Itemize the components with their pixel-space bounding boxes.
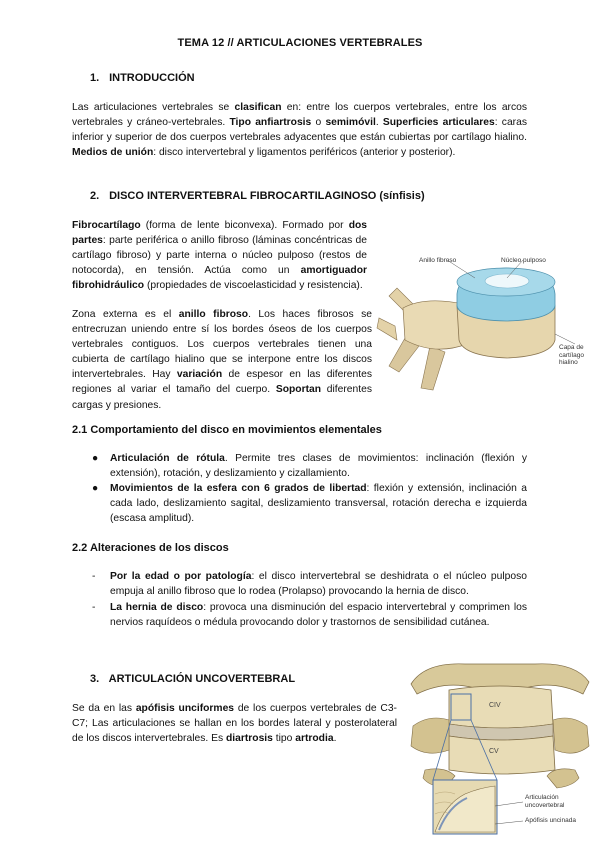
section-2-paragraph-1-text xyxy=(72,220,367,291)
bold-term: Tipo anfiartrosis xyxy=(229,117,312,129)
bold-term: Movimientos de la esfera con 6 grados de libertad xyxy=(110,483,367,495)
text-run: : flexión y extensión, inclinación a cada lado, deslizamiento sagital, deslizamiento transversal, rotación derecha e izquierda (escasa amplitud). xyxy=(110,483,527,525)
section-1-title: INTRODUCCIÓN xyxy=(109,72,195,84)
bold-term: Fibrocartílago xyxy=(72,220,141,231)
bold-term: Medios de unión xyxy=(72,147,154,159)
list-item-text xyxy=(110,571,527,597)
bold-term: clasifican xyxy=(234,102,282,113)
text-run: diferentes cargas y presiones. xyxy=(72,384,372,411)
text-run: : disco intervertebral y ligamentos periféricos (anterior y posterior). xyxy=(153,147,456,159)
list-item-text xyxy=(110,453,527,479)
text-run: . xyxy=(333,733,337,745)
section-2-2-heading: 2.2 Alteraciones de los discos xyxy=(72,542,229,554)
label-apofisis-uncinada: Apófisis uncinada xyxy=(525,817,576,824)
dash-marker: - xyxy=(92,571,96,582)
section-3-heading xyxy=(90,673,295,685)
text-run: : parte periférica o anillo fibroso (láminas concéntricas de cartílago fibroso) y parte interna o núcleo pulposo (restos de notocorda), en tensión. Actúa como un xyxy=(72,235,367,277)
uncovertebral-figure xyxy=(405,654,595,838)
label-capa-line-3: hialino xyxy=(559,359,578,366)
section-3-title: ARTICULACIÓN UNCOVERTEBRAL xyxy=(108,673,296,685)
section-2-heading xyxy=(90,190,425,202)
text-run: Las articulaciones vertebrales se xyxy=(72,102,235,113)
text-run: . xyxy=(375,117,383,129)
section-1-heading xyxy=(90,72,195,84)
text-run: en: entre los cuerpos vertebrales, entre los arcos vertebrales y cráneo-vertebrales. xyxy=(72,102,527,129)
text-run: : caras inferior y superior de dos cuerpos vertebrales adyacentes que están cubiertas por cartílago hialino. xyxy=(72,117,527,144)
section-2-1-heading: 2.1 Comportamiento del disco en movimientos elementales xyxy=(72,424,382,436)
text-run: Se da en las xyxy=(72,703,136,714)
bold-term: diartrosis xyxy=(225,733,273,745)
section-2-paragraph-2 xyxy=(72,307,372,413)
bold-term: La hernia de disco xyxy=(110,602,204,614)
bullet-marker: ● xyxy=(92,453,99,464)
label-capa-line-2: cartílago xyxy=(559,351,584,359)
bullet-marker: ● xyxy=(92,483,99,495)
list-item xyxy=(92,600,527,630)
bold-term: artrodia xyxy=(295,733,334,745)
text-run: de espesor en las diferentes regiones al variar el tamaño del cuerpo. xyxy=(72,369,372,396)
text-run: de los cuerpos vertebrales de C3-C7; Las articulaciones se hallan en los bordes lateral y posterolateral de los discos intervertebrales. Es xyxy=(72,703,397,745)
list-item xyxy=(92,481,527,526)
label-nucleo-pulposo: Núcleo pulposo xyxy=(501,257,546,264)
section-2-1-list xyxy=(92,451,527,526)
section-2-2-list xyxy=(92,569,527,630)
text-run: tipo xyxy=(272,733,296,745)
text-run: Zona externa es el xyxy=(72,309,179,320)
list-item xyxy=(92,451,527,481)
label-artic-line-2: uncovertebral xyxy=(525,801,565,809)
section-3-number: 3. xyxy=(90,673,100,685)
bold-term: Superficies articulares xyxy=(382,117,495,129)
section-2-title: DISCO INTERVERTEBRAL FIBROCARTILAGINOSO (sínfisis) xyxy=(109,190,425,202)
section-3-paragraph xyxy=(72,701,397,746)
list-item-text xyxy=(110,483,527,524)
bold-term: dos partes xyxy=(72,220,367,247)
label-cv: CV xyxy=(489,748,499,755)
bold-term: amortiguador fibrohidráulico xyxy=(72,265,367,292)
vertebra-disc-illustration xyxy=(375,248,597,398)
label-anillo-fibroso: Anillo fibroso xyxy=(419,257,457,264)
text-run: (propiedades de viscoelasticidad y resistencia). xyxy=(144,280,363,292)
text-run: : provoca una disminución del espacio intervertebral y comprimen los nervios raquídeos o médula provocando dolor y trastornos de sensibilidad cutánea. xyxy=(110,602,527,629)
label-capa-cartilago xyxy=(559,344,584,367)
label-capa-line-1: Capa de xyxy=(559,344,584,351)
bold-term: Articulación de rótula xyxy=(110,453,225,464)
text-run: (forma de lente biconvexa). Formado por xyxy=(140,220,349,231)
dash-marker: - xyxy=(92,602,96,614)
text-run: . Permite tres clases de movimientos: inclinación (flexión y extensión), rotación, y deslizamiento y cizallamiento. xyxy=(110,453,527,480)
section-2-number: 2. xyxy=(90,190,100,202)
text-run: . Los haces fibrosos se entrecruzan uniendo entre sí los bordes óseos de los cuerpos vertebrales contiguos. Los cuerpos vertebrales tienen una cubierta de cartílago hialino que se interpone entre los discos intervertebrales. Hay xyxy=(72,309,372,381)
section-1-number: 1. xyxy=(90,72,100,84)
text-run: : el disco intervertebral se deshidrata o el núcleo pulposo empuja al anillo fibroso que lo rodea (Prolapso) provocando la hernia de disco. xyxy=(110,571,527,598)
label-articulacion-uncovertebral xyxy=(525,794,564,809)
text-run: o xyxy=(311,117,326,129)
cervical-vertebrae-illustration xyxy=(405,654,595,838)
bold-term: semimóvil xyxy=(325,117,376,129)
section-1-paragraph xyxy=(72,100,527,160)
bold-term: apófisis unciformes xyxy=(135,703,235,714)
page-title: TEMA 12 // ARTICULACIONES VERTEBRALES xyxy=(177,37,423,49)
bold-term: anillo fibroso xyxy=(178,309,249,320)
bold-term: variación xyxy=(176,369,223,381)
intervertebral-disc-figure xyxy=(375,248,597,398)
bold-term: Por la edad o por patología xyxy=(110,571,252,582)
label-civ: CIV xyxy=(489,702,501,709)
list-item xyxy=(92,569,527,599)
label-artic-line-1: Articulación xyxy=(525,794,559,801)
bold-term: Soportan xyxy=(275,384,322,396)
list-item-text xyxy=(110,602,527,628)
